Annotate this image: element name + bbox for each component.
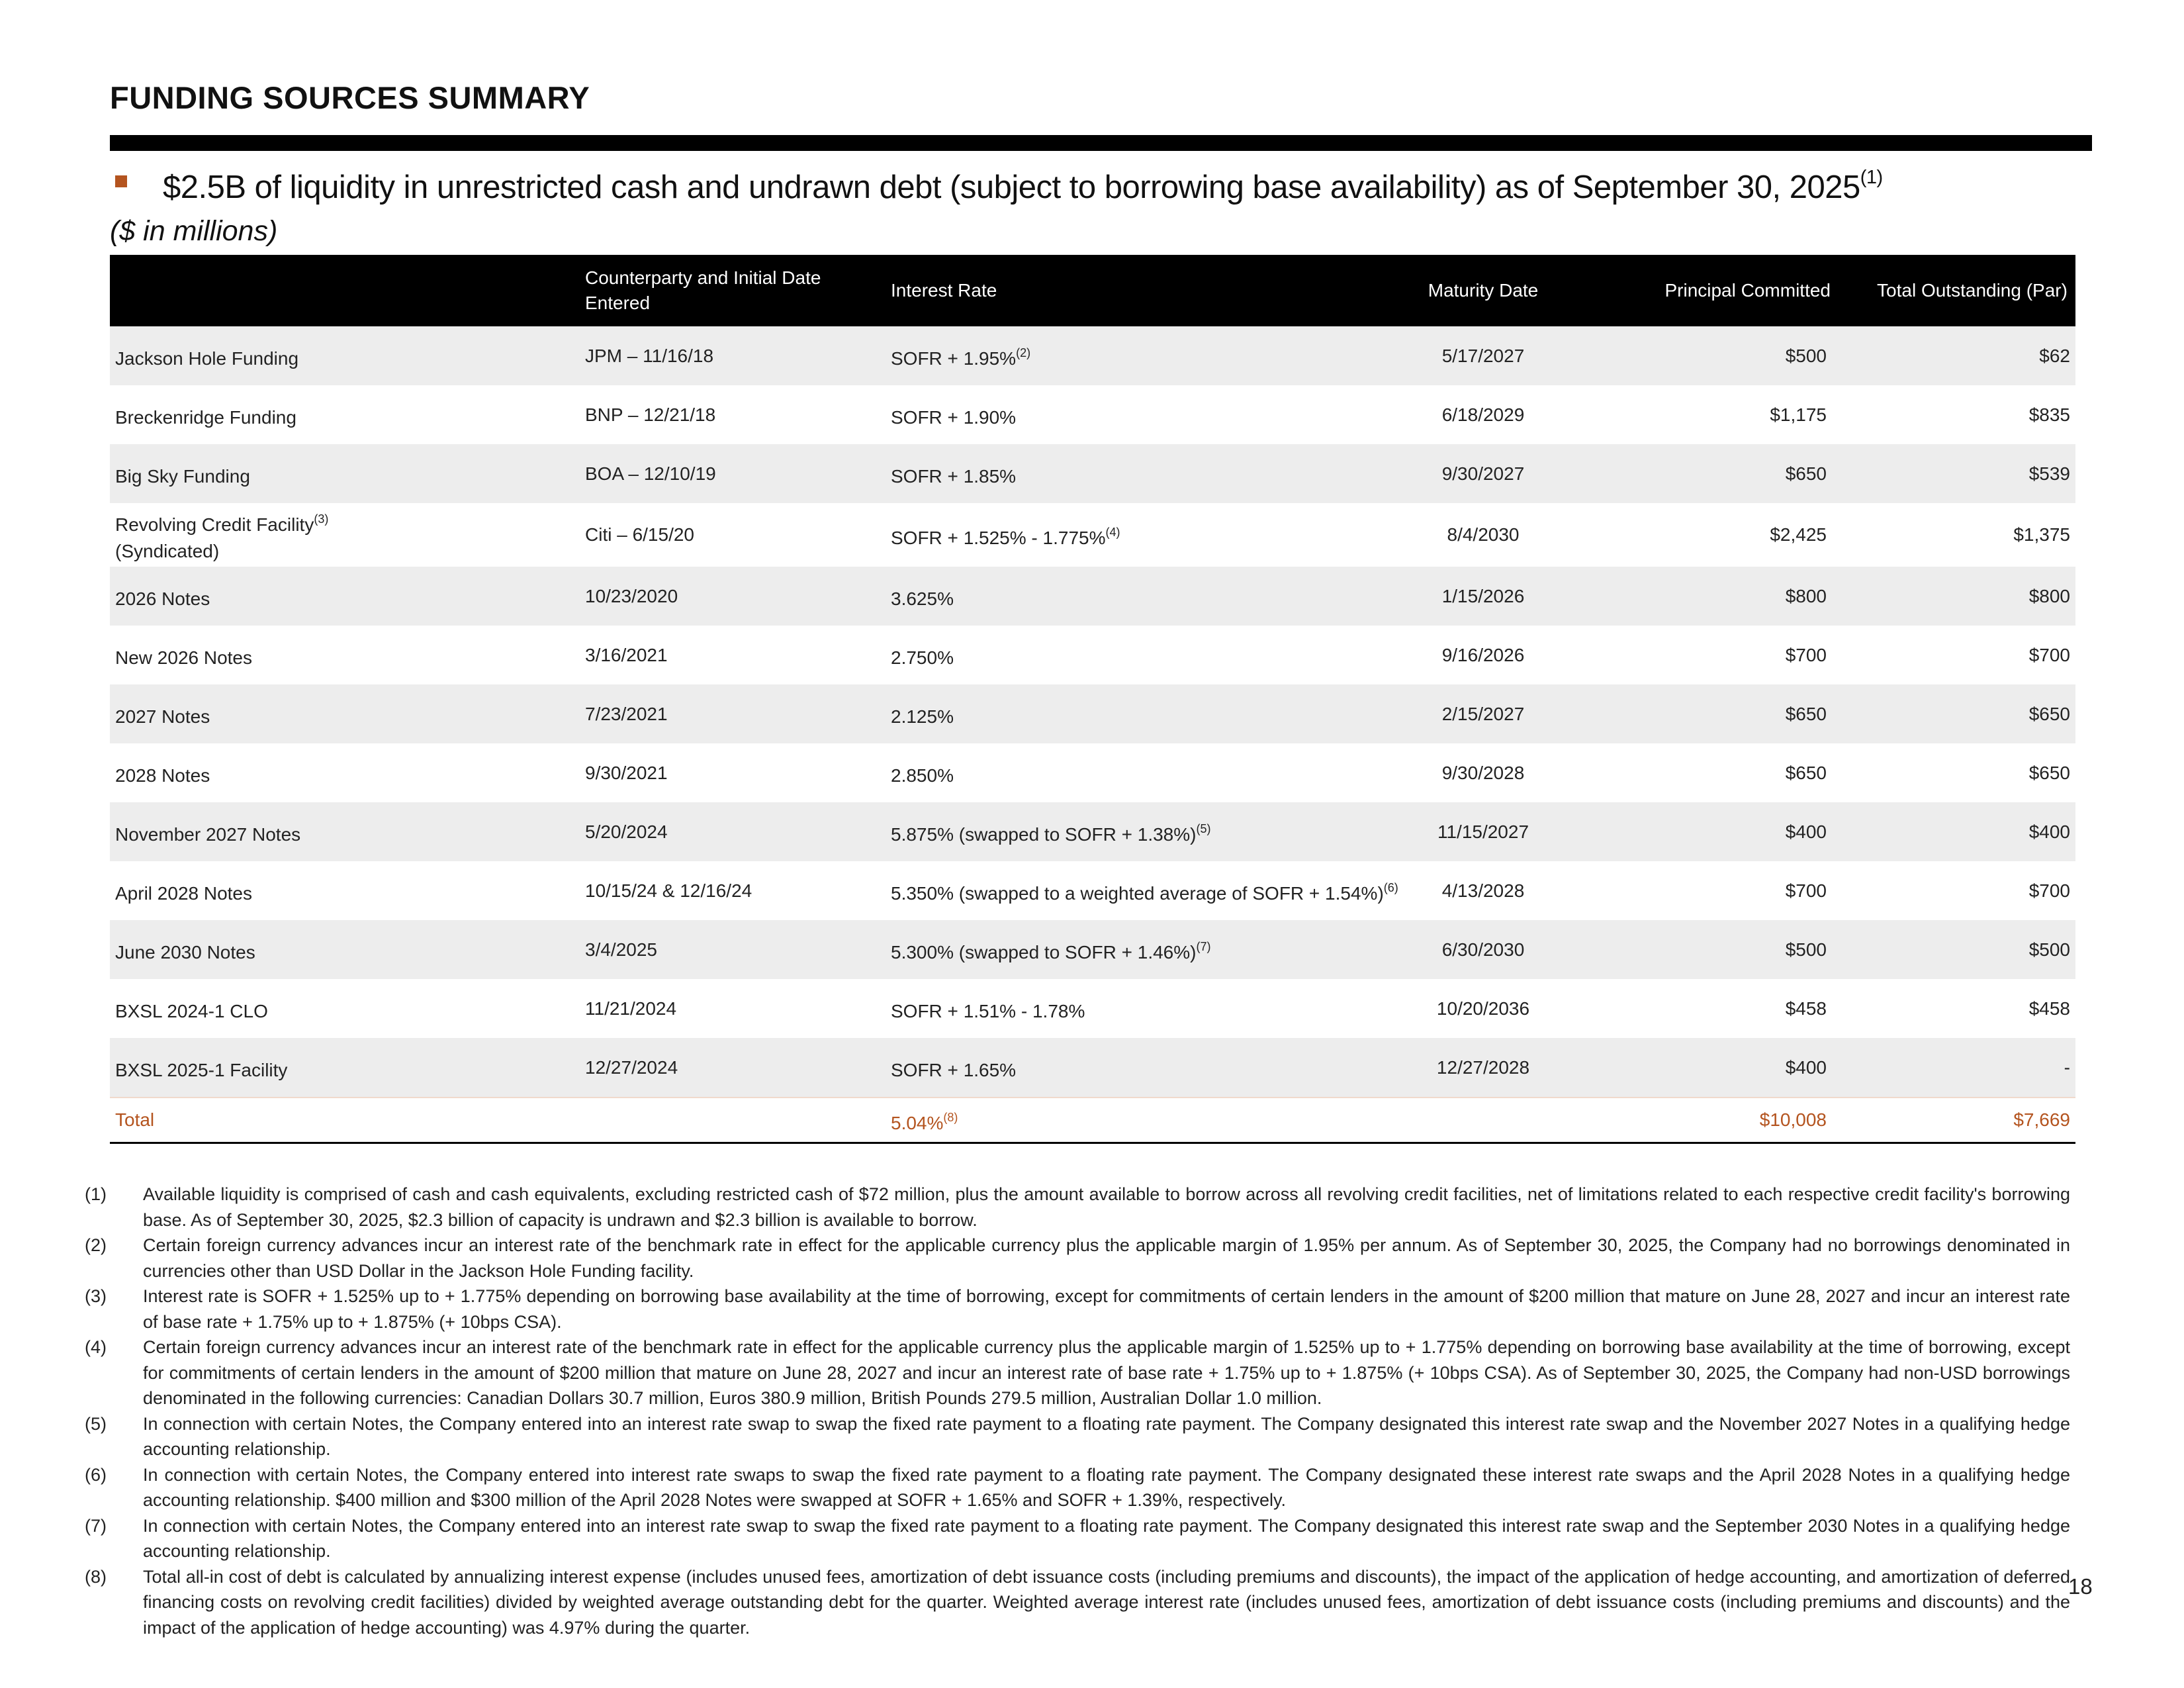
footnote-number: (5) (85, 1413, 107, 1434)
facility-name-text: November 2027 Notes (115, 824, 301, 845)
outstanding-cell: $539 (1848, 444, 2075, 503)
footnote-item (85, 1182, 2070, 1233)
interest-rate-cell (886, 979, 1414, 1038)
outstanding-cell: $62 (1848, 326, 2075, 385)
outstanding-cell: $650 (1848, 684, 2075, 743)
header-counterparty: Counterparty and Initial Date Entered (580, 255, 886, 326)
facility-name (110, 1038, 580, 1098)
facility-name (110, 444, 580, 503)
interest-rate-cell (886, 385, 1414, 444)
facility-name-text: June 2030 Notes (115, 942, 255, 962)
principal-cell: $2,425 (1553, 503, 1848, 567)
interest-rate-text: SOFR + 1.525% - 1.775% (891, 527, 1106, 548)
counterparty-cell: 9/30/2021 (580, 743, 886, 802)
counterparty-cell: 11/21/2024 (580, 979, 886, 1038)
maturity-cell: 6/30/2030 (1414, 920, 1553, 979)
counterparty-cell: 3/4/2025 (580, 920, 886, 979)
interest-rate-cell (886, 1038, 1414, 1098)
interest-rate-text: 3.625% (891, 588, 954, 609)
footnote-item (85, 1513, 2070, 1564)
interest-rate-cell (886, 684, 1414, 743)
table-header-row (110, 255, 2075, 326)
footnotes (85, 1182, 2070, 1640)
principal-cell: $1,175 (1553, 385, 1848, 444)
table-row (110, 802, 2075, 861)
interest-rate-footnote: (4) (1105, 525, 1120, 539)
interest-rate-text: 5.350% (swapped to a weighted average of SOFR + 1.54%) (891, 883, 1384, 904)
interest-rate-footnote: (7) (1196, 940, 1211, 953)
footnote-item (85, 1233, 2070, 1284)
footnote-text: Interest rate is SOFR + 1.525% up to + 1.775% depending on borrowing base availability at the time of borrowing, except for commitments of certain lenders in the amount of $200 million that mature on June 28, 2027 and incur an interest rate of base rate + 1.75% up to + 1.875% (+ 10bps CSA). (143, 1286, 2070, 1332)
principal-cell: $800 (1553, 567, 1848, 626)
principal-cell: $458 (1553, 979, 1848, 1038)
maturity-cell: 12/27/2028 (1414, 1038, 1553, 1098)
outstanding-cell: $500 (1848, 920, 2075, 979)
outstanding-cell: $800 (1848, 567, 2075, 626)
headline-text: $2.5B of liquidity in unrestricted cash and undrawn debt (subject to borrowing base availability) as of September 30, 2025 (163, 169, 1860, 205)
footnote-text: In connection with certain Notes, the Company entered into interest rate swaps to swap the fixed rate payment to a floating rate payment. The Company designated these interest rate swaps and the April 2028 Notes in a qualifying hedge accounting relationship. $400 million and $300 million of the April 2028 Notes were swapped at SOFR + 1.65% and SOFR + 1.39%, respectively. (143, 1464, 2070, 1510)
footnote-number: (2) (85, 1235, 107, 1255)
header-outstanding: Total Outstanding (Par) (1848, 255, 2075, 326)
principal-cell: $650 (1553, 743, 1848, 802)
total-rate-text: 5.04% (891, 1112, 944, 1133)
facility-name-text: 2026 Notes (115, 588, 210, 609)
total-outstanding: $7,669 (1848, 1098, 2075, 1143)
interest-rate-footnote: (2) (1016, 346, 1031, 359)
interest-rate-text: SOFR + 1.85% (891, 466, 1017, 487)
maturity-cell: 6/18/2029 (1414, 385, 1553, 444)
counterparty-cell: 3/16/2021 (580, 626, 886, 684)
facility-name-text: Revolving Credit Facility (115, 514, 314, 535)
table-row (110, 979, 2075, 1038)
facility-name (110, 802, 580, 861)
header-principal: Principal Committed (1553, 255, 1848, 326)
footnote-text: Total all-in cost of debt is calculated by annualizing interest expense (includes unused fees, amortization of debt issuance costs (including premiums and discounts), the impact of the application of hedge accounting, and amortization of deferred financing costs on revolving credit facilities) divided by weighted average outstanding debt for the quarter. Weighted average interest rate (includes unused fees, amortization of debt issuance costs (including premiums and discounts) and the impact of the application of hedge accounting) was 4.97% during the quarter. (143, 1566, 2070, 1638)
principal-cell: $400 (1553, 1038, 1848, 1098)
counterparty-cell: BNP – 12/21/18 (580, 385, 886, 444)
table-row (110, 385, 2075, 444)
counterparty-cell: BOA – 12/10/19 (580, 444, 886, 503)
total-maturity (1414, 1098, 1553, 1143)
interest-rate-text: 2.850% (891, 765, 954, 786)
outstanding-cell: $400 (1848, 802, 2075, 861)
table-row (110, 684, 2075, 743)
principal-cell: $700 (1553, 626, 1848, 684)
facility-name-text: BXSL 2025-1 Facility (115, 1060, 288, 1080)
facility-name (110, 567, 580, 626)
header-interest-rate: Interest Rate (886, 255, 1414, 326)
maturity-cell: 2/15/2027 (1414, 684, 1553, 743)
interest-rate-text: SOFR + 1.51% - 1.78% (891, 1001, 1085, 1021)
interest-rate-cell (886, 444, 1414, 503)
interest-rate-text: 2.125% (891, 706, 954, 727)
maturity-cell: 9/16/2026 (1414, 626, 1553, 684)
footnote-number: (1) (85, 1184, 107, 1204)
interest-rate-cell (886, 503, 1414, 567)
outstanding-cell: $700 (1848, 861, 2075, 920)
principal-cell: $650 (1553, 444, 1848, 503)
maturity-cell: 10/20/2036 (1414, 979, 1553, 1038)
facility-name (110, 626, 580, 684)
interest-rate-cell (886, 326, 1414, 385)
counterparty-cell: 12/27/2024 (580, 1038, 886, 1098)
principal-cell: $400 (1553, 802, 1848, 861)
facility-name-text: BXSL 2024-1 CLO (115, 1001, 268, 1021)
total-counterparty (580, 1098, 886, 1143)
footnote-item (85, 1564, 2070, 1641)
facility-name-text: 2028 Notes (115, 765, 210, 786)
footnote-text: Certain foreign currency advances incur an interest rate of the benchmark rate in effect for the applicable currency plus the applicable margin of 1.525% up to + 1.775% depending on borrowing base availability at the time of borrowing, except for commitments of certain lenders in the amount of $200 million that mature on June 28, 2027 and incur an interest rate of base rate + 1.75% up to + 1.875% (+ 10bps CSA). As of September 30, 2025, the Company had non-USD borrowings denominated in the following currencies: Canadian Dollars 30.7 million, Euros 380.9 million, British Pounds 279.5 million, Australian Dollar 1.0 million. (143, 1337, 2070, 1408)
header-facility (110, 255, 580, 326)
facility-name-footnote: (3) (314, 512, 329, 526)
table-row (110, 861, 2075, 920)
title-rule (110, 135, 2092, 151)
units-note: ($ in millions) (110, 215, 278, 247)
footnote-number: (8) (85, 1566, 107, 1587)
counterparty-cell: 7/23/2021 (580, 684, 886, 743)
footnote-item (85, 1411, 2070, 1462)
facility-name-text: 2027 Notes (115, 706, 210, 727)
maturity-cell: 9/30/2028 (1414, 743, 1553, 802)
total-rate (886, 1098, 1414, 1143)
footnote-number: (7) (85, 1515, 107, 1536)
footnote-text: In connection with certain Notes, the Company entered into an interest rate swap to swap the fixed rate payment to a floating rate payment. The Company designated this interest rate swap and the September 2030 Notes in a qualifying hedge accounting relationship. (143, 1515, 2070, 1561)
total-label: Total (110, 1098, 580, 1143)
facility-name (110, 861, 580, 920)
bullet-square-icon (115, 175, 127, 187)
table-row (110, 567, 2075, 626)
outstanding-cell: $458 (1848, 979, 2075, 1038)
interest-rate-cell (886, 920, 1414, 979)
maturity-cell: 1/15/2026 (1414, 567, 1553, 626)
principal-cell: $650 (1553, 684, 1848, 743)
maturity-cell: 9/30/2027 (1414, 444, 1553, 503)
table-row (110, 626, 2075, 684)
interest-rate-text: 2.750% (891, 647, 954, 668)
interest-rate-text: 5.875% (swapped to SOFR + 1.38%) (891, 824, 1197, 845)
facility-name-text: New 2026 Notes (115, 647, 253, 668)
facility-name (110, 743, 580, 802)
interest-rate-cell (886, 743, 1414, 802)
table-row (110, 503, 2075, 567)
maturity-cell: 5/17/2027 (1414, 326, 1553, 385)
counterparty-cell: 10/23/2020 (580, 567, 886, 626)
principal-cell: $500 (1553, 326, 1848, 385)
footnote-text: In connection with certain Notes, the Company entered into an interest rate swap to swap the fixed rate payment to a floating rate payment. The Company designated this interest rate swap and the November 2027 Notes in a qualifying hedge accounting relationship. (143, 1413, 2070, 1459)
footnote-text: Available liquidity is comprised of cash and cash equivalents, excluding restricted cash of $72 million, plus the amount available to borrow across all revolving credit facilities, net of limitations related to each respective credit facility's borrowing base. As of September 30, 2025, $2.3 billion of capacity is undrawn and $2.3 billion is available to borrow. (143, 1184, 2070, 1230)
page-title: FUNDING SOURCES SUMMARY (110, 80, 590, 115)
footnote-number: (4) (85, 1337, 107, 1357)
counterparty-cell: JPM – 11/16/18 (580, 326, 886, 385)
facility-name-text: Jackson Hole Funding (115, 348, 299, 369)
footnote-number: (3) (85, 1286, 107, 1306)
outstanding-cell: $650 (1848, 743, 2075, 802)
facility-name-line2: (Syndicated) (115, 540, 220, 561)
table-row (110, 920, 2075, 979)
principal-cell: $700 (1553, 861, 1848, 920)
facility-name (110, 503, 580, 567)
headline-footnote: (1) (1860, 167, 1883, 188)
counterparty-cell: Citi – 6/15/20 (580, 503, 886, 567)
interest-rate-footnote: (5) (1196, 822, 1211, 835)
interest-rate-cell (886, 802, 1414, 861)
counterparty-cell: 5/20/2024 (580, 802, 886, 861)
table-row (110, 326, 2075, 385)
interest-rate-cell (886, 626, 1414, 684)
table-row (110, 1038, 2075, 1098)
total-principal: $10,008 (1553, 1098, 1848, 1143)
maturity-cell: 11/15/2027 (1414, 802, 1553, 861)
facility-name (110, 326, 580, 385)
footnote-item (85, 1284, 2070, 1335)
facility-name-text: April 2028 Notes (115, 883, 253, 904)
table-body (110, 326, 2075, 1143)
principal-cell: $500 (1553, 920, 1848, 979)
total-rate-footnote: (8) (943, 1110, 958, 1124)
interest-rate-footnote: (6) (1383, 881, 1398, 894)
header-maturity: Maturity Date (1414, 255, 1553, 326)
table-row (110, 743, 2075, 802)
table-row (110, 444, 2075, 503)
footnote-item (85, 1462, 2070, 1513)
interest-rate-text: SOFR + 1.90% (891, 407, 1017, 428)
facility-name-text: Breckenridge Funding (115, 407, 296, 428)
outstanding-cell: $835 (1848, 385, 2075, 444)
funding-table (110, 255, 2075, 1144)
facility-name-text: Big Sky Funding (115, 466, 250, 487)
interest-rate-text: SOFR + 1.65% (891, 1060, 1017, 1080)
facility-name (110, 979, 580, 1038)
outstanding-cell: $700 (1848, 626, 2075, 684)
facility-name (110, 385, 580, 444)
interest-rate-cell (886, 567, 1414, 626)
outstanding-cell: - (1848, 1038, 2075, 1098)
maturity-cell: 8/4/2030 (1414, 503, 1553, 567)
page-number: 18 (2068, 1574, 2093, 1599)
maturity-cell: 4/13/2028 (1414, 861, 1553, 920)
counterparty-cell: 10/15/24 & 12/16/24 (580, 861, 886, 920)
interest-rate-text: SOFR + 1.95% (891, 348, 1017, 369)
total-row (110, 1098, 2075, 1143)
interest-rate-text: 5.300% (swapped to SOFR + 1.46%) (891, 942, 1197, 962)
facility-name (110, 920, 580, 979)
liquidity-headline (163, 167, 1883, 206)
footnote-item (85, 1335, 2070, 1411)
outstanding-cell: $1,375 (1848, 503, 2075, 567)
footnote-number: (6) (85, 1464, 107, 1485)
footnote-text: Certain foreign currency advances incur an interest rate of the benchmark rate in effect for the applicable currency plus the applicable margin of 1.95% per annum. As of September 30, 2025, the Company had no borrowings denominated in currencies other than USD Dollar in the Jackson Hole Funding facility. (143, 1235, 2070, 1281)
interest-rate-cell (886, 861, 1414, 920)
facility-name (110, 684, 580, 743)
